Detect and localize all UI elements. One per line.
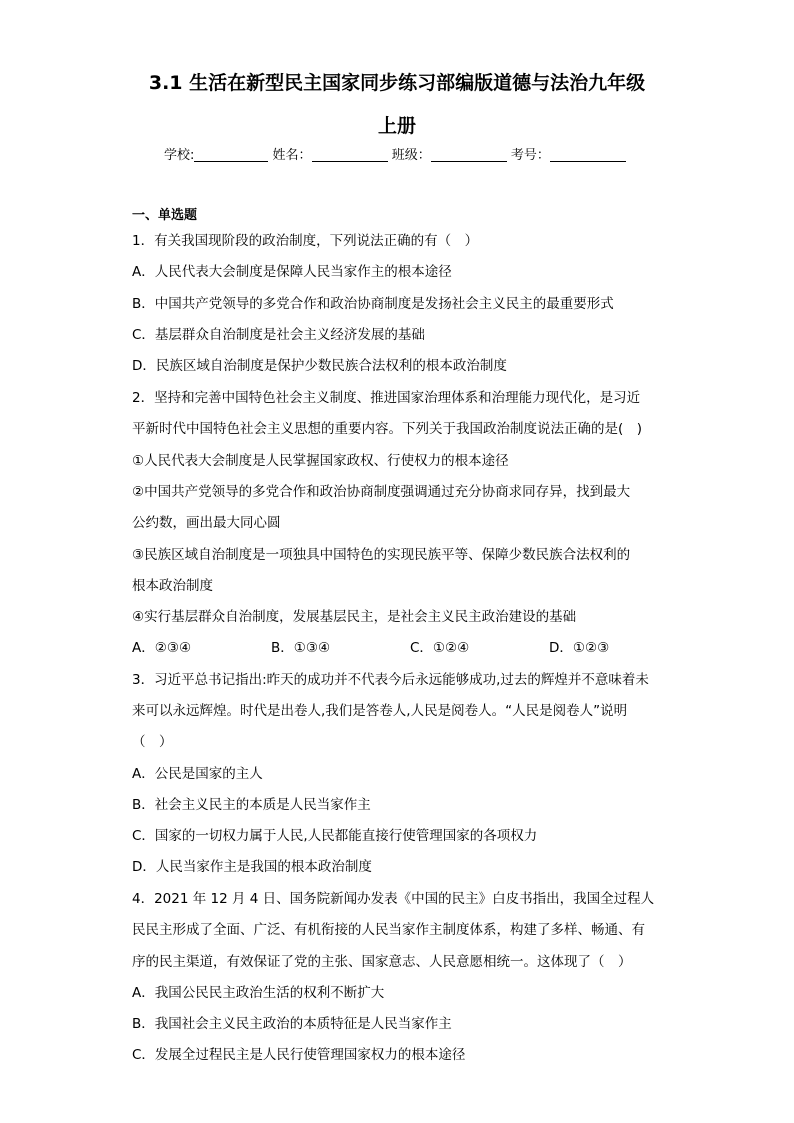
q4-stem-line2: 民民主形成了全面、广泛、有机衔接的人民当家作主制度体系，构建了多样、畅通、有 xyxy=(132,922,645,938)
q2-option-a[interactable]: A．②③④ xyxy=(132,640,192,656)
q2-statement-2-line1: ②中国共产党领导的多党合作和政治协商制度强调通过充分协商求同存异，找到最大 xyxy=(132,484,631,500)
name-label: 姓名： xyxy=(272,148,312,163)
q4-option-b[interactable]: B．我国社会主义民主政治的本质特征是人民当家作主 xyxy=(132,1016,452,1032)
q2-option-d[interactable]: D．①②③ xyxy=(549,640,610,656)
q2-option-c[interactable]: C．①②④ xyxy=(410,640,470,656)
q3-option-d[interactable]: D．人民当家作主是我国的根本政治制度 xyxy=(132,859,372,875)
q4-option-a[interactable]: A．我国公民民主政治生活的权利不断扩大 xyxy=(132,985,385,1001)
document-title-line2: 上册 xyxy=(377,115,416,137)
q1-option-b[interactable]: B．中国共产党领导的多党合作和政治协商制度是发扬社会主义民主的最重要形式 xyxy=(132,296,614,312)
q1-option-d[interactable]: D．民族区域自治制度是保护少数民族合法权利的根本政治制度 xyxy=(132,358,507,374)
q3-stem-line2: 来可以永远辉煌。时代是出卷人,我们是答卷人,人民是阅卷人。“人民是阅卷人”说明 xyxy=(132,703,628,719)
q2-option-b[interactable]: B．①③④ xyxy=(271,640,331,656)
class-blank[interactable] xyxy=(431,149,507,162)
q3-option-a[interactable]: A．公民是国家的主人 xyxy=(132,766,263,782)
q2-stem-line2: 平新时代中国特色社会主义思想的重要内容。下列关于我国政治制度说法正确的是( ) xyxy=(132,421,643,437)
q2-statement-4: ④实行基层群众自治制度，发展基层民主，是社会主义民主政治建设的基础 xyxy=(132,609,577,625)
section-title: 一、单选题 xyxy=(132,208,198,223)
q3-option-c[interactable]: C．国家的一切权力属于人民,人民都能直接行使管理国家的各项权力 xyxy=(132,828,538,844)
student-info-row xyxy=(164,144,626,163)
document-title-line1: 3.1 生活在新型民主国家同步练习部编版道德与法治九年级 xyxy=(148,72,646,94)
school-blank[interactable] xyxy=(194,149,268,162)
q2-stem-line1: 2．坚持和完善中国特色社会主义制度、推进国家治理体系和治理能力现代化，是习近 xyxy=(132,390,641,406)
q2-statement-3-line1: ③民族区域自治制度是一项独具中国特色的实现民族平等、保障少数民族合法权利的 xyxy=(132,547,631,563)
q3-option-b[interactable]: B．社会主义民主的本质是人民当家作主 xyxy=(132,797,371,813)
number-blank[interactable] xyxy=(550,149,626,162)
q4-option-c[interactable]: C．发展全过程民主是人民行使管理国家权力的根本途径 xyxy=(132,1047,466,1063)
q2-statement-1: ①人民代表大会制度是人民掌握国家政权、行使权力的根本途径 xyxy=(132,453,509,469)
q2-statement-2-line2: 公约数，画出最大同心圆 xyxy=(132,515,281,531)
q3-stem-line3: （ ） xyxy=(132,734,173,750)
q4-stem-line1: 4．2021 年 12 月 4 日、国务院新闻办发表《中国的民主》白皮书指出，我国全过程人 xyxy=(132,891,655,907)
q2-statement-3-line2: 根本政治制度 xyxy=(132,578,213,594)
q1-option-c[interactable]: C．基层群众自治制度是社会主义经济发展的基础 xyxy=(132,327,425,343)
q1-option-a[interactable]: A．人民代表大会制度是保障人民当家作主的根本途径 xyxy=(132,264,452,280)
number-label: 考号： xyxy=(510,148,550,163)
q4-stem-line3: 序的民主渠道，有效保证了党的主张、国家意志、人民意愿相统一。这体现了（ ） xyxy=(132,954,632,970)
class-label: 班级： xyxy=(391,148,431,163)
q3-stem-line1: 3．习近平总书记指出:昨天的成功并不代表今后永远能够成功,过去的辉煌并不意味着未 xyxy=(132,672,649,688)
school-label: 学校: xyxy=(164,148,195,163)
q1-stem: 1．有关我国现阶段的政治制度，下列说法正确的有（ ） xyxy=(132,233,479,249)
name-blank[interactable] xyxy=(312,149,388,162)
